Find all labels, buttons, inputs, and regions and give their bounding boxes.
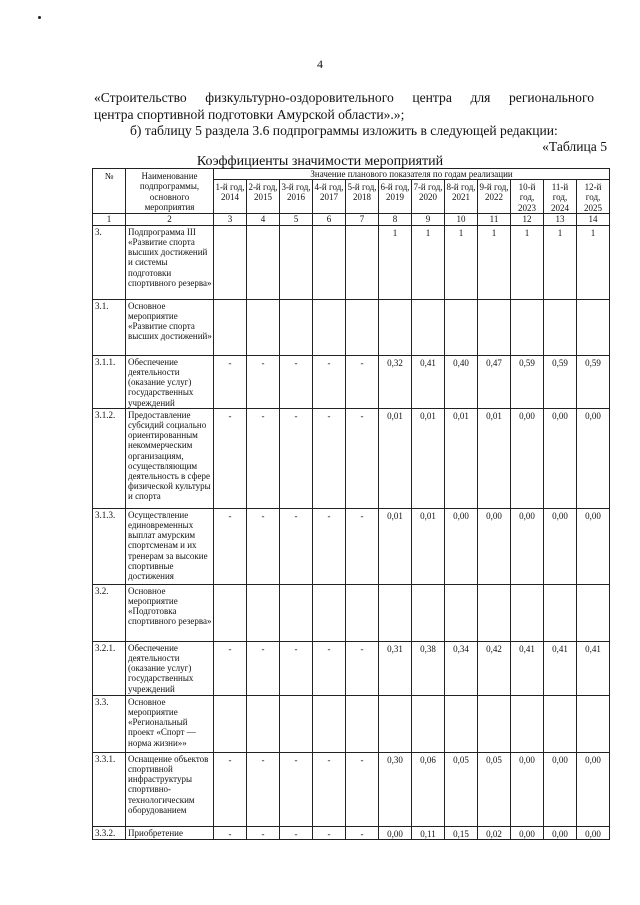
value-cell xyxy=(346,299,379,355)
value-cell xyxy=(214,584,247,641)
row-name: Предоставление субсидий социально ориентированным некоммерческим организациям, осуществляющим деятельность в сфере физической культуры и спорта xyxy=(126,408,214,508)
table-row xyxy=(93,752,610,826)
header-year: 3-й год, 2016 xyxy=(280,180,313,214)
value-cell: - xyxy=(280,355,313,408)
value-cell xyxy=(280,299,313,355)
value-cell: - xyxy=(313,508,346,584)
value-cell: 1 xyxy=(445,225,478,299)
table-row xyxy=(93,826,610,839)
value-cell: 0,34 xyxy=(445,641,478,695)
table-row xyxy=(93,641,610,695)
value-cell xyxy=(445,695,478,752)
value-cell xyxy=(280,695,313,752)
value-cell xyxy=(313,299,346,355)
value-cell: 0,41 xyxy=(577,641,610,695)
value-cell xyxy=(544,695,577,752)
value-cell: 0,01 xyxy=(412,508,445,584)
value-cell xyxy=(412,584,445,641)
value-cell: - xyxy=(214,752,247,826)
value-cell xyxy=(280,584,313,641)
row-number: 3.1.2. xyxy=(93,408,126,508)
column-number: 12 xyxy=(511,213,544,225)
column-number: 8 xyxy=(379,213,412,225)
value-cell: 0,15 xyxy=(445,826,478,839)
column-number: 4 xyxy=(247,213,280,225)
value-cell: - xyxy=(214,408,247,508)
value-cell: 0,00 xyxy=(511,508,544,584)
value-cell xyxy=(379,584,412,641)
value-cell xyxy=(577,299,610,355)
row-number: 3.1. xyxy=(93,299,126,355)
column-number: 9 xyxy=(412,213,445,225)
column-number: 6 xyxy=(313,213,346,225)
value-cell xyxy=(313,695,346,752)
value-cell: 0,42 xyxy=(478,641,511,695)
value-cell: - xyxy=(313,826,346,839)
value-cell: 0,01 xyxy=(379,408,412,508)
value-cell: 0,47 xyxy=(478,355,511,408)
value-cell: 0,31 xyxy=(379,641,412,695)
value-cell xyxy=(445,299,478,355)
value-cell: - xyxy=(214,641,247,695)
value-cell: 0,59 xyxy=(577,355,610,408)
value-cell: - xyxy=(280,826,313,839)
value-cell: 0,00 xyxy=(544,408,577,508)
value-cell xyxy=(511,299,544,355)
row-number: 3.2.1. xyxy=(93,641,126,695)
value-cell xyxy=(346,695,379,752)
header-col-number: № xyxy=(93,169,126,214)
value-cell xyxy=(346,584,379,641)
value-cell: 1 xyxy=(577,225,610,299)
value-cell xyxy=(214,299,247,355)
value-cell: 0,01 xyxy=(445,408,478,508)
row-number: 3.3. xyxy=(93,695,126,752)
value-cell: 0,05 xyxy=(478,752,511,826)
table-row xyxy=(93,584,610,641)
coefficients-table xyxy=(92,168,610,840)
value-cell: - xyxy=(346,355,379,408)
value-cell: - xyxy=(247,752,280,826)
value-cell xyxy=(445,584,478,641)
value-cell: - xyxy=(280,408,313,508)
header-year: 5-й год, 2018 xyxy=(346,180,379,214)
value-cell xyxy=(379,695,412,752)
value-cell: - xyxy=(214,508,247,584)
value-cell: - xyxy=(247,408,280,508)
column-number: 3 xyxy=(214,213,247,225)
value-cell xyxy=(280,225,313,299)
value-cell: 0,00 xyxy=(544,826,577,839)
column-number: 10 xyxy=(445,213,478,225)
header-year: 1-й год, 2014 xyxy=(214,180,247,214)
value-cell: 0,02 xyxy=(478,826,511,839)
row-name: Приобретение xyxy=(126,826,214,839)
value-cell: 0,41 xyxy=(412,355,445,408)
value-cell: 0,00 xyxy=(445,508,478,584)
value-cell: 0,00 xyxy=(511,752,544,826)
table-row xyxy=(93,508,610,584)
value-cell: 0,38 xyxy=(412,641,445,695)
value-cell xyxy=(478,695,511,752)
row-name: Основное мероприятие «Подготовка спортивного резерва» xyxy=(126,584,214,641)
paragraph-line-3: б) таблицу 5 раздела 3.6 подпрограммы изложить в следующей редакции: xyxy=(130,123,558,138)
header-year: 11-й год, 2024 xyxy=(544,180,577,214)
value-cell xyxy=(247,584,280,641)
paragraph-line-2: центра спортивной подготовки Амурской области».»; xyxy=(94,107,405,122)
value-cell: - xyxy=(214,355,247,408)
value-cell xyxy=(577,584,610,641)
value-cell xyxy=(511,584,544,641)
table-reference: «Таблица 5 xyxy=(542,139,607,154)
value-cell: 1 xyxy=(511,225,544,299)
value-cell: 0,00 xyxy=(511,408,544,508)
column-number: 2 xyxy=(126,213,214,225)
value-cell: - xyxy=(346,641,379,695)
value-cell: - xyxy=(313,641,346,695)
value-cell xyxy=(247,695,280,752)
value-cell xyxy=(478,584,511,641)
header-year: 2-й год, 2015 xyxy=(247,180,280,214)
header-year: 9-й год, 2022 xyxy=(478,180,511,214)
column-number: 14 xyxy=(577,213,610,225)
value-cell: - xyxy=(214,826,247,839)
row-name: Оснащение объектов спортивной инфраструктуры спортивно-технологическим оборудованием xyxy=(126,752,214,826)
value-cell: 1 xyxy=(544,225,577,299)
table-row xyxy=(93,225,610,299)
value-cell: 0,00 xyxy=(511,826,544,839)
value-cell xyxy=(577,695,610,752)
row-number: 3. xyxy=(93,225,126,299)
value-cell: - xyxy=(313,355,346,408)
value-cell: - xyxy=(280,508,313,584)
value-cell xyxy=(412,695,445,752)
value-cell: - xyxy=(346,408,379,508)
value-cell: 0,59 xyxy=(511,355,544,408)
column-number: 1 xyxy=(93,213,126,225)
value-cell xyxy=(544,299,577,355)
value-cell: - xyxy=(313,408,346,508)
row-name: Осуществление единовременных выплат амурским спортсменам и их тренерам за высокие спортивные достижения xyxy=(126,508,214,584)
header-year: 7-й год, 2020 xyxy=(412,180,445,214)
value-cell xyxy=(412,299,445,355)
row-name: Подпрограмма III «Развитие спорта высших достижений и системы подготовки спортивного резерва» xyxy=(126,225,214,299)
value-cell xyxy=(346,225,379,299)
value-cell: - xyxy=(346,508,379,584)
page-number: 4 xyxy=(317,57,323,71)
header-years-group: Значение планового показателя по годам реализации xyxy=(214,169,610,180)
value-cell: 0,05 xyxy=(445,752,478,826)
value-cell: 0,11 xyxy=(412,826,445,839)
value-cell: - xyxy=(247,641,280,695)
value-cell xyxy=(379,299,412,355)
value-cell: 1 xyxy=(412,225,445,299)
value-cell: 0,01 xyxy=(379,508,412,584)
value-cell: - xyxy=(247,826,280,839)
value-cell xyxy=(214,225,247,299)
value-cell xyxy=(247,299,280,355)
value-cell: 0,00 xyxy=(577,408,610,508)
value-cell: - xyxy=(247,508,280,584)
value-cell xyxy=(511,695,544,752)
value-cell: 0,59 xyxy=(544,355,577,408)
table-row xyxy=(93,355,610,408)
value-cell xyxy=(544,584,577,641)
value-cell xyxy=(313,584,346,641)
row-number: 3.1.1. xyxy=(93,355,126,408)
paragraph-line-1: «Строительство физкультурно-оздоровительного центра для регионального xyxy=(94,90,594,105)
value-cell xyxy=(247,225,280,299)
header-col-name: Наименование подпрограммы, основного мероприятия xyxy=(126,169,214,214)
value-cell: 0,06 xyxy=(412,752,445,826)
value-cell: 0,01 xyxy=(412,408,445,508)
value-cell: 0,32 xyxy=(379,355,412,408)
value-cell: - xyxy=(313,752,346,826)
header-year: 12-й год, 2025 xyxy=(577,180,610,214)
row-name: Основное мероприятие «Развитие спорта высших достижений» xyxy=(126,299,214,355)
value-cell: 0,00 xyxy=(544,752,577,826)
value-cell: - xyxy=(346,752,379,826)
row-number: 3.1.3. xyxy=(93,508,126,584)
value-cell: 0,40 xyxy=(445,355,478,408)
value-cell: 1 xyxy=(478,225,511,299)
header-year: 10-й год, 2023 xyxy=(511,180,544,214)
column-number: 7 xyxy=(346,213,379,225)
header-year: 8-й год, 2021 xyxy=(445,180,478,214)
value-cell xyxy=(478,299,511,355)
row-number: 3.3.2. xyxy=(93,826,126,839)
table-body xyxy=(93,225,610,839)
header-row-1 xyxy=(93,169,610,180)
table-title: Коэффициенты значимости мероприятий xyxy=(196,154,444,169)
value-cell: 0,41 xyxy=(511,641,544,695)
value-cell: - xyxy=(247,355,280,408)
value-cell: - xyxy=(346,826,379,839)
header-year: 6-й год, 2019 xyxy=(379,180,412,214)
value-cell: 0,00 xyxy=(577,826,610,839)
value-cell: - xyxy=(280,641,313,695)
table-row xyxy=(93,408,610,508)
row-number: 3.3.1. xyxy=(93,752,126,826)
table-row xyxy=(93,695,610,752)
column-number: 5 xyxy=(280,213,313,225)
value-cell: 0,00 xyxy=(577,508,610,584)
value-cell: 1 xyxy=(379,225,412,299)
value-cell xyxy=(214,695,247,752)
value-cell: 0,00 xyxy=(577,752,610,826)
row-name: Обеспечение деятельности (оказание услуг) государственных учреждений xyxy=(126,641,214,695)
row-number: 3.2. xyxy=(93,584,126,641)
row-name: Обеспечение деятельности (оказание услуг) государственных учреждений xyxy=(126,355,214,408)
value-cell: 0,01 xyxy=(478,408,511,508)
header-year: 4-й год, 2017 xyxy=(313,180,346,214)
value-cell: 0,00 xyxy=(544,508,577,584)
value-cell: - xyxy=(280,752,313,826)
value-cell: 0,00 xyxy=(478,508,511,584)
row-name: Основное мероприятие «Региональный проект «Спорт — норма жизни»» xyxy=(126,695,214,752)
scan-speck xyxy=(38,16,41,19)
table-row xyxy=(93,299,610,355)
column-number: 11 xyxy=(478,213,511,225)
value-cell: 0,41 xyxy=(544,641,577,695)
value-cell: 0,30 xyxy=(379,752,412,826)
value-cell xyxy=(313,225,346,299)
column-number: 13 xyxy=(544,213,577,225)
column-numbers-row xyxy=(93,213,610,225)
value-cell: 0,00 xyxy=(379,826,412,839)
